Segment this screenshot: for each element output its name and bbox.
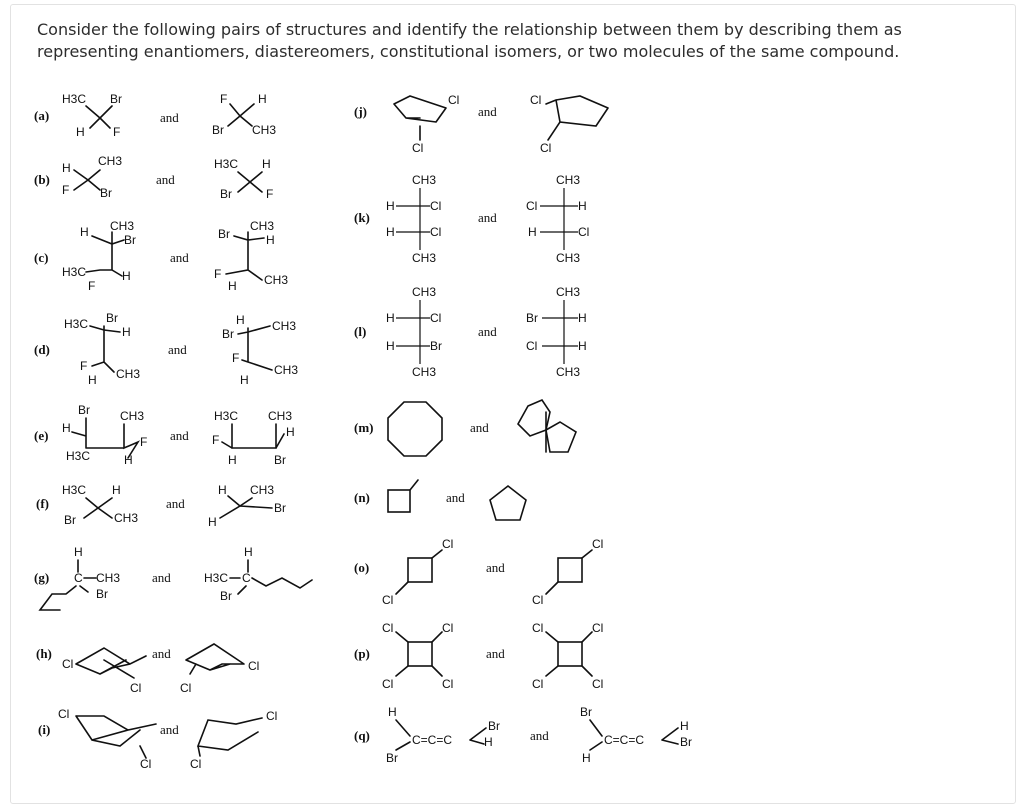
atom: Cl [578,225,590,239]
atom: CH3 [556,365,581,379]
atom: Br [580,705,592,719]
question-text: Consider the following pairs of structures and identify the relationship between them by describing them as representing enantiomers, diastereomers, constitutional isomers, or two molecules of the same compound. [37,20,902,61]
atom: H [228,279,237,293]
atom: CH3 [96,571,121,585]
atom: F [113,125,121,139]
atom: F [220,92,228,106]
atom: Cl [266,709,278,723]
atom: C=C=C [604,733,645,747]
problem-label: (b) [34,172,50,187]
atom: H3C [214,409,239,423]
atom: Cl [530,93,542,107]
atom: CH3 [412,285,437,299]
and-connector: and [152,646,171,661]
atom: H [112,483,121,497]
atom: Br [274,501,286,515]
atom: H [74,545,83,559]
problem-label: (m) [354,420,374,435]
atom: C=C=C [412,733,453,747]
and-connector: and [486,646,505,661]
problem-label: (o) [354,560,370,575]
atom: Br [106,311,118,325]
atom: H [124,453,133,467]
atom: H [680,719,689,733]
problem-label: (e) [34,428,49,443]
problem-label: (g) [34,570,50,585]
problem-o [354,537,603,607]
atom: H [236,313,245,327]
atom: Br [274,453,286,467]
atom: Cl [592,537,604,551]
atom: H [578,199,587,213]
atom: H [386,199,395,213]
and-connector: and [160,722,179,737]
problem-c [34,219,288,293]
atom: Cl [140,757,152,771]
atom: CH3 [412,251,437,265]
atom: CH3 [120,409,145,423]
atom: Br [124,233,136,247]
atom: Cl [382,677,394,691]
atom: Cl [190,757,202,771]
atom: H [388,705,397,719]
and-connector: and [486,560,505,575]
atom: H3C [214,157,239,171]
atom: H [244,545,253,559]
atom: CH3 [98,154,123,168]
atom: H [528,225,537,239]
atom: F [212,433,220,447]
atom: F [266,187,274,201]
problem-m [354,400,576,456]
atom: CH3 [252,123,277,137]
and-connector: and [478,324,497,339]
atom: Br [222,327,234,341]
atom: F [80,359,88,373]
atom: H3C [62,265,87,279]
problem-label: (c) [34,250,49,265]
atom: CH3 [264,273,289,287]
problem-label: (a) [34,108,50,123]
atom: H [62,161,71,175]
atom: Br [430,339,442,353]
atom: Cl [540,141,552,155]
atom: Cl [532,593,544,607]
atom: Cl [430,225,442,239]
atom: Cl [442,677,454,691]
problem-label: (d) [34,342,50,357]
atom: H [582,751,591,765]
atom: H3C [204,571,229,585]
atom: Cl [442,621,454,635]
atom: H [262,157,271,171]
atom: CH3 [116,367,141,381]
atom: Br [78,403,90,417]
and-connector: and [446,490,465,505]
atom: Cl [592,621,604,635]
atom: H [386,339,395,353]
atom: Br [64,513,76,527]
atom: Cl [592,677,604,691]
and-connector: and [170,428,189,443]
atom: Br [680,735,692,749]
problem-label: (f) [36,496,49,511]
atom: CH3 [250,219,275,233]
atom: CH3 [412,365,437,379]
atom: H [228,453,237,467]
atom: Br [100,186,112,200]
problem-j [354,93,608,155]
atom: Cl [58,707,70,721]
problem-label: (j) [354,104,367,119]
problem-h [36,644,259,695]
and-connector: and [470,420,489,435]
and-connector: and [156,172,175,187]
atom: Cl [412,141,424,155]
atom: Br [526,311,538,325]
atom: Br [212,123,224,137]
problem-l [354,285,587,379]
atom: H [80,225,89,239]
atom: H [240,373,249,387]
problem-label: (k) [354,210,370,225]
and-connector: and [530,728,549,743]
atom: CH3 [556,285,581,299]
problem-i [38,707,277,771]
atom: Cl [532,621,544,635]
problem-label: (l) [354,324,367,339]
atom: CH3 [114,511,139,525]
atom: CH3 [250,483,275,497]
atom: H3C [66,449,91,463]
problem-n [354,480,526,520]
problem-label: (p) [354,646,370,661]
atom: Cl [382,593,394,607]
atom: CH3 [268,409,293,423]
and-connector: and [170,250,189,265]
atom: Br [220,589,232,603]
atom: H [386,225,395,239]
and-connector: and [152,570,171,585]
atom: Cl [442,537,454,551]
and-connector: and [478,210,497,225]
atom: H [578,311,587,325]
atom: CH3 [274,363,299,377]
atom: CH3 [556,251,581,265]
problem-label: (n) [354,490,370,505]
atom: Cl [448,93,460,107]
atom: H [76,125,85,139]
atom: Cl [248,659,260,673]
atom: CH3 [272,319,297,333]
and-connector: and [160,110,179,125]
atom: Cl [382,621,394,635]
atom: Br [96,587,108,601]
atom: H [258,92,267,106]
atom: CH3 [110,219,135,233]
atom: H [88,373,97,387]
problem-label: (i) [38,722,51,737]
atom: C [74,571,83,585]
atom: H3C [62,483,87,497]
atom: F [214,267,222,281]
problem-g [34,545,312,610]
atom: Br [110,92,122,106]
problem-p [354,621,603,691]
atom: Br [488,719,500,733]
atom: CH3 [556,173,581,187]
atom: Cl [62,657,74,671]
atom: Cl [180,681,192,695]
atom: F [88,279,96,293]
problem-q [354,705,692,765]
atom: Br [386,751,398,765]
and-connector: and [168,342,187,357]
atom: H [122,269,131,283]
atom: F [140,435,148,449]
and-connector: and [166,496,185,511]
atom: Cl [532,677,544,691]
problem-d [34,311,298,387]
atom: H [386,311,395,325]
atom: Cl [430,199,442,213]
atom: H [286,425,295,439]
and-connector: and [478,104,497,119]
atom: Cl [130,681,142,695]
atom: H [484,735,493,749]
atom: H [62,421,71,435]
atom: F [62,183,70,197]
atom: Cl [526,339,538,353]
atom: H [578,339,587,353]
problem-a [34,92,276,139]
atom: H3C [62,92,87,106]
problem-f [36,483,286,529]
problem-label: (h) [36,646,52,661]
atom: Br [218,227,230,241]
atom: CH3 [412,173,437,187]
problem-e [34,403,295,467]
problem-b [34,154,273,201]
atom: C [242,571,251,585]
atom: H [122,325,131,339]
atom: Cl [430,311,442,325]
atom: H [208,515,217,529]
atom: H [266,233,275,247]
atom: F [232,351,240,365]
atom: Cl [526,199,538,213]
atom: H [218,483,227,497]
problem-label: (q) [354,728,370,743]
problem-k [354,173,589,265]
atom: H3C [64,317,89,331]
atom: Br [220,187,232,201]
